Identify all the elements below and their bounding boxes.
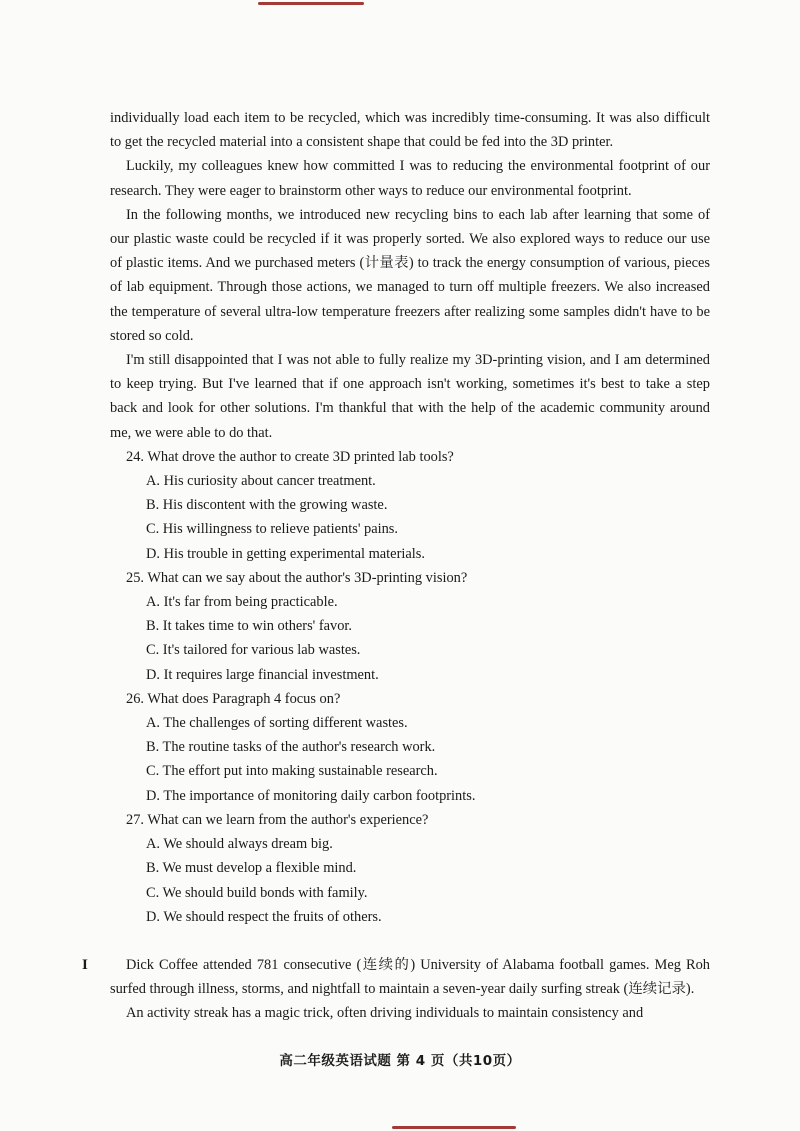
option-b: B. It takes time to win others' favor. [146, 618, 353, 635]
passage-b-paragraph-2: An activity streak has a magic trick, often driving individuals to maintain consistency and [126, 1005, 644, 1022]
option-d: D. We should respect the fruits of others. [146, 908, 382, 925]
passage-b [82, 953, 710, 1026]
question-25 [110, 566, 710, 687]
question-stem: 25. What can we say about the author's 3D-printing vision? [126, 569, 468, 586]
option-c: C. His willingness to relieve patients' pains. [146, 521, 398, 538]
option-c: C. It's tailored for various lab wastes. [146, 642, 361, 659]
exam-page-content [82, 106, 710, 1026]
option-d: D. His trouble in getting experimental materials. [146, 545, 425, 562]
paragraph-3: In the following months, we introduced new recycling bins to each lab after learning that some of our plastic waste could be recycled if it was properly sorted. We also explored ways to reduce our use of plastic items. And we purchased meters (计量表) to track the energy consumption of various, pieces of lab equipment. Through those actions, we managed to turn off multiple freezers. We also increased the temperature of several ultra-low temperature freezers after realizing some samples didn't have to be stored so cold. [110, 206, 710, 344]
question-24 [110, 445, 710, 566]
option-b: B. We must develop a flexible mind. [146, 860, 357, 877]
option-d: D. The importance of monitoring daily carbon footprints. [146, 787, 476, 804]
option-a: A. His curiosity about cancer treatment. [146, 473, 376, 490]
option-a: A. The challenges of sorting different wastes. [146, 715, 408, 732]
section-marker: I [82, 956, 88, 973]
page-footer: 高二年级英语试题 第 4 页（共10页） [279, 1053, 521, 1069]
bottom-binding-mark [392, 1126, 516, 1129]
question-stem: 24. What drove the author to create 3D printed lab tools? [126, 448, 454, 465]
question-stem: 27. What can we learn from the author's experience? [126, 811, 429, 828]
option-b: B. His discontent with the growing waste. [146, 497, 388, 514]
option-c: C. The effort put into making sustainable research. [146, 763, 438, 780]
option-d: D. It requires large financial investment. [146, 666, 379, 683]
top-binding-mark [258, 2, 364, 5]
paragraph-2: Luckily, my colleagues knew how committed I was to reducing the environmental footprint of our research. They were eager to brainstorm other ways to reduce our environmental footprint. [110, 158, 710, 199]
paragraph-4: I'm still disappointed that I was not able to fully realize my 3D-printing vision, and I am determined to keep trying. But I've learned that if one approach isn't working, sometimes it's best to take a step back and look for other solutions. I'm thankful that with the help of the academic community around me, we were able to do that. [110, 352, 710, 441]
question-27 [110, 808, 710, 929]
option-a: A. We should always dream big. [146, 836, 333, 853]
passage-b-paragraph-1: Dick Coffee attended 781 consecutive (连续的) University of Alabama football games. Meg Roh surfed through illness, storms, and nightfall to maintain a seven-year daily surfing streak (连续记录). [110, 956, 710, 998]
question-26 [110, 687, 710, 808]
option-c: C. We should build bonds with family. [146, 884, 368, 901]
option-b: B. The routine tasks of the author's research work. [146, 739, 436, 756]
question-stem: 26. What does Paragraph 4 focus on? [126, 690, 341, 707]
option-a: A. It's far from being practicable. [146, 594, 338, 611]
paragraph-1: individually load each item to be recycled, which was incredibly time-consuming. It was also difficult to get the recycled material into a consistent shape that could be fed into the 3D printer. [110, 110, 710, 151]
